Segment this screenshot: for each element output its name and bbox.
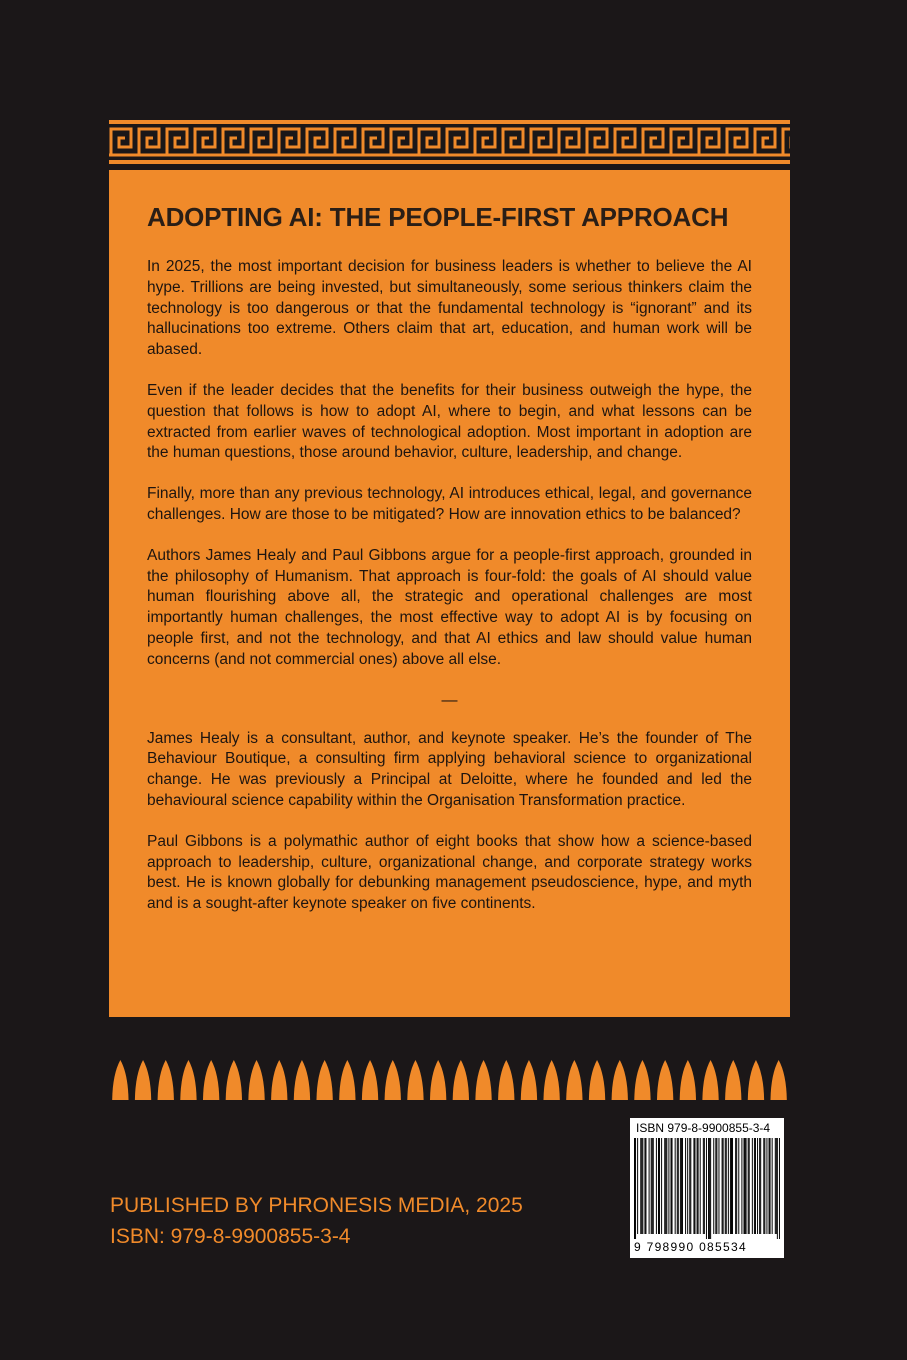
spike bbox=[770, 1060, 786, 1100]
spike bbox=[385, 1060, 401, 1100]
spike bbox=[521, 1060, 537, 1100]
barcode-bar bbox=[746, 1138, 747, 1234]
barcode-bar bbox=[678, 1138, 679, 1234]
isbn-barcode bbox=[630, 1118, 784, 1258]
barcode-bar bbox=[715, 1138, 716, 1234]
description-panel bbox=[109, 170, 790, 1017]
author-bio-healy: James Healy is a consultant, author, and keynote speaker. He’s the founder of The Behaviour Boutique, a consulting firm applying behavioral science to organizational change. He was previously a Principal at Deloitte, where he founded and led the behavioural science capability within the Organisation Transformation practice. bbox=[147, 729, 752, 809]
spike bbox=[271, 1060, 287, 1100]
spike bbox=[430, 1060, 446, 1100]
barcode-bar bbox=[675, 1138, 676, 1234]
barcode-bar bbox=[754, 1138, 755, 1234]
spike bbox=[453, 1060, 469, 1100]
barcode-bar bbox=[766, 1138, 767, 1234]
barcode-bar bbox=[644, 1138, 645, 1234]
description-paragraph: Even if the leader decides that the benefits for their business outweigh the hype, the question that follows is how to adopt AI, where to begin, and what lessons can be extracted from earlier waves of technological adoption. Most important in adoption are the human questions, those around behavior, culture, leadership, and change. bbox=[147, 381, 752, 462]
barcode-bar bbox=[687, 1138, 688, 1234]
barcode-bar bbox=[776, 1138, 777, 1234]
barcode-bar bbox=[672, 1138, 673, 1234]
barcode-bar bbox=[682, 1138, 683, 1234]
barcode-bar bbox=[635, 1138, 636, 1239]
barcode-bar bbox=[677, 1138, 678, 1234]
barcode-bar bbox=[656, 1138, 657, 1234]
barcode-bar bbox=[713, 1138, 714, 1234]
barcode-bar bbox=[777, 1138, 778, 1239]
spike bbox=[112, 1060, 128, 1100]
spike bbox=[498, 1060, 514, 1100]
barcode-bar bbox=[645, 1138, 646, 1234]
barcode-bar bbox=[652, 1138, 653, 1234]
barcode-bar bbox=[763, 1138, 764, 1234]
barcode-bar bbox=[775, 1138, 776, 1234]
spike bbox=[657, 1060, 673, 1100]
spike bbox=[180, 1060, 196, 1100]
barcode-bar bbox=[731, 1138, 732, 1234]
barcode-bar bbox=[732, 1138, 733, 1234]
spike bbox=[248, 1060, 264, 1100]
barcode-bar bbox=[690, 1138, 691, 1234]
spike bbox=[316, 1060, 332, 1100]
spike bbox=[135, 1060, 151, 1100]
barcode-bar bbox=[664, 1138, 665, 1234]
spike bbox=[725, 1060, 741, 1100]
barcode-bar bbox=[741, 1138, 742, 1234]
barcode-bar bbox=[649, 1138, 650, 1234]
barcode-bar bbox=[716, 1138, 717, 1234]
author-bio-gibbons: Paul Gibbons is a polymathic author of eight books that show how a science-based approach to leadership, culture, organizational change, and corporate strategy works best. He is known globally for debunking management pseudoscience, hype, and myth and is a sought-after keynote speaker on five continents. bbox=[147, 832, 752, 913]
description-paragraph: In 2025, the most important decision for business leaders is whether to believe the AI hype. Trillions are being invested, but simultaneously, some serious thinkers claim the technology is too dangerous or that the fundamental technology is “ignorant” and its hallucinations too extreme. Others claim that art, education, and human work will be abased. bbox=[147, 258, 752, 359]
barcode-bar bbox=[735, 1138, 736, 1234]
barcode-bar bbox=[640, 1138, 641, 1234]
barcode-bars bbox=[634, 1138, 780, 1239]
barcode-bar bbox=[709, 1138, 710, 1239]
barcode-bar bbox=[738, 1138, 739, 1234]
barcode-bar bbox=[772, 1138, 773, 1234]
barcode-bar bbox=[698, 1138, 699, 1234]
barcode-bar bbox=[722, 1138, 723, 1234]
spike bbox=[294, 1060, 310, 1100]
spike bbox=[407, 1060, 423, 1100]
barcode-bar bbox=[769, 1138, 770, 1234]
barcode-bar bbox=[744, 1138, 745, 1234]
spike bbox=[158, 1060, 174, 1100]
barcode-bar bbox=[708, 1138, 709, 1239]
barcode-bar bbox=[725, 1138, 726, 1234]
barcode-bar bbox=[697, 1138, 698, 1234]
spike bbox=[589, 1060, 605, 1100]
barcode-bar bbox=[659, 1138, 660, 1234]
barcode-bar bbox=[779, 1138, 780, 1239]
barcode-bar bbox=[764, 1138, 765, 1234]
spike bbox=[566, 1060, 582, 1100]
barcode-bar bbox=[749, 1138, 750, 1234]
spike bbox=[680, 1060, 696, 1100]
barcode-bar bbox=[668, 1138, 669, 1234]
spike bbox=[543, 1060, 559, 1100]
barcode-bar bbox=[700, 1138, 701, 1234]
barcode-bar bbox=[726, 1138, 727, 1234]
spike bbox=[748, 1060, 764, 1100]
barcode-bar bbox=[680, 1138, 681, 1234]
spike bbox=[475, 1060, 491, 1100]
barcode-bar bbox=[637, 1138, 638, 1234]
barcode-bar bbox=[755, 1138, 756, 1234]
barcode-bar bbox=[694, 1138, 695, 1234]
spike bbox=[203, 1060, 219, 1100]
isbn-line: ISBN: 979-8-9900855-3-4 bbox=[110, 1225, 351, 1248]
barcode-bar bbox=[671, 1138, 672, 1234]
barcode-bar bbox=[666, 1138, 667, 1234]
barcode-bar bbox=[689, 1138, 690, 1234]
barcode-bar bbox=[634, 1138, 635, 1239]
barcode-digits: 9 798990 085534 bbox=[634, 1240, 747, 1254]
barcode-bar bbox=[642, 1138, 643, 1234]
barcode-bar bbox=[681, 1138, 682, 1234]
barcode-bar bbox=[651, 1138, 652, 1234]
barcode-bar bbox=[693, 1138, 694, 1234]
description-paragraph: Authors James Healy and Paul Gibbons argue for a people-first approach, grounded in the philosophy of Humanism. That approach is four-fold: the goals of AI should value human flourishing above all, the strategic and operational challenges are most importantly human challenges, the most effective way to adopt AI is by focusing on people first, and not the technology, and that AI ethics and law should value human concerns (and not commercial ones) above all else. bbox=[147, 546, 752, 668]
barcode-bar bbox=[641, 1138, 642, 1234]
section-divider: — bbox=[441, 691, 458, 709]
description-paragraph: Finally, more than any previous technology, AI introduces ethical, legal, and governance challenges. How are those to be mitigated? How are innovation ethics to be balanced? bbox=[147, 485, 752, 523]
spike bbox=[339, 1060, 355, 1100]
barcode-bar bbox=[706, 1138, 707, 1239]
greek-key-border bbox=[109, 120, 790, 164]
barcode-bar bbox=[745, 1138, 746, 1234]
barcode-bar bbox=[653, 1138, 654, 1234]
publisher-info bbox=[110, 1190, 523, 1252]
spike bbox=[634, 1060, 650, 1100]
barcode-bar bbox=[759, 1138, 760, 1234]
barcode-bar bbox=[730, 1138, 731, 1234]
barcode-bar bbox=[704, 1138, 705, 1234]
book-title: ADOPTING AI: THE PEOPLE-FIRST APPROACH bbox=[147, 202, 729, 232]
barcode-bar bbox=[661, 1138, 662, 1234]
barcode-bar bbox=[770, 1138, 771, 1234]
barcode-bar bbox=[757, 1138, 758, 1234]
spike bbox=[362, 1060, 378, 1100]
spike bbox=[612, 1060, 628, 1100]
barcode-bar bbox=[718, 1138, 719, 1234]
barcode-bar bbox=[760, 1138, 761, 1234]
barcode-bar bbox=[658, 1138, 659, 1234]
barcode-bar bbox=[703, 1138, 704, 1234]
barcode-bar bbox=[685, 1138, 686, 1234]
spike bbox=[226, 1060, 242, 1100]
barcode-bar bbox=[736, 1138, 737, 1234]
barcode-bar bbox=[665, 1138, 666, 1234]
spike-border bbox=[109, 1060, 790, 1100]
barcode-bar bbox=[748, 1138, 749, 1234]
barcode-bar bbox=[752, 1138, 753, 1234]
barcode-bar bbox=[728, 1138, 729, 1234]
barcode-isbn-label: ISBN 979-8-9900855-3-4 bbox=[636, 1121, 771, 1135]
barcode-bar bbox=[723, 1138, 724, 1234]
publisher-line: PUBLISHED BY PHRONESIS MEDIA, 2025 bbox=[110, 1194, 523, 1217]
spike bbox=[702, 1060, 718, 1100]
barcode-bar bbox=[710, 1138, 711, 1239]
